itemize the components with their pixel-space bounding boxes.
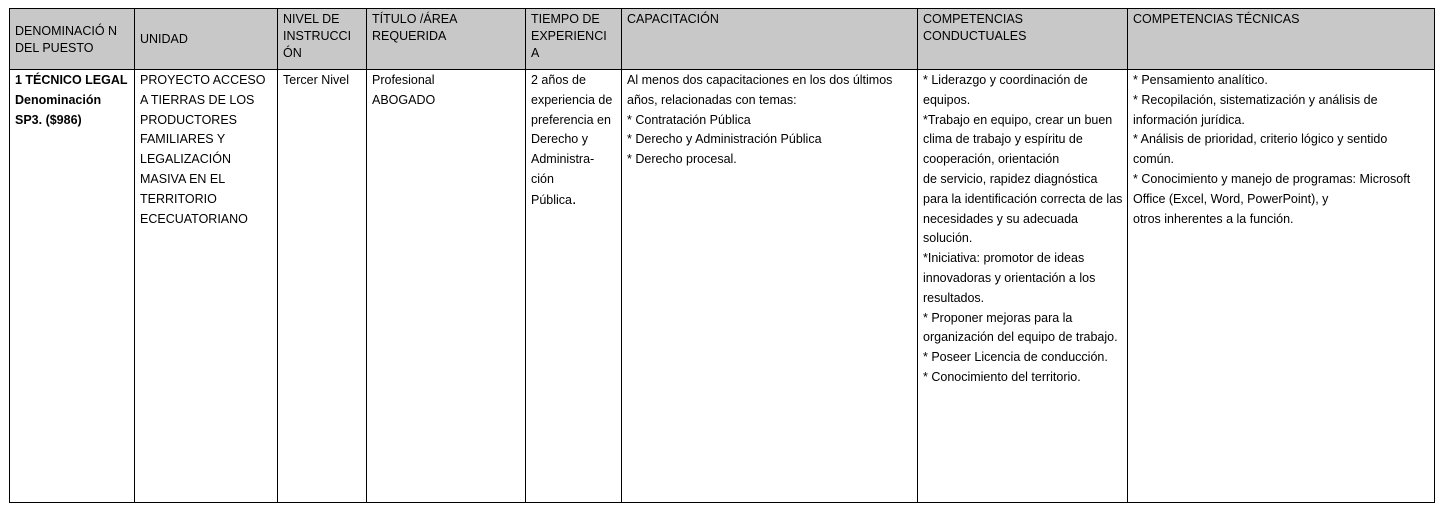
capacitacion-line: Al menos dos capacitaciones en los dos últimos años, relacionadas con temas:	[627, 73, 893, 107]
header-tecnicas: COMPETENCIAS TÉCNICAS	[1128, 9, 1435, 70]
table-row	[10, 70, 1435, 503]
header-row	[10, 9, 1435, 70]
cell-tiempo	[526, 70, 622, 503]
job-profile-table	[9, 8, 1435, 503]
conductuales-line: * Liderazgo y coordinación de equipos.	[923, 73, 1088, 107]
cell-tecnicas	[1128, 70, 1435, 503]
cell-capacitacion	[622, 70, 918, 503]
tecnicas-line: otros inherentes a la función.	[1133, 211, 1294, 226]
tecnicas-line: * Pensamiento analítico.	[1133, 73, 1268, 87]
conductuales-line: para la identificación correcta de las necesidades y su adecuada solución.	[923, 191, 1123, 246]
tecnicas-line: * Conocimiento y manejo de programas: Microsoft Office (Excel, Word, PowerPoint), y	[1133, 171, 1411, 206]
tecnicas-line: * Análisis de prioridad, criterio lógico y sentido común.	[1133, 132, 1388, 167]
tiempo-dot: .	[572, 190, 577, 208]
titulo-line: Profesional	[372, 73, 435, 87]
conductuales-line: *Iniciativa: promotor de ideas innovadoras y orientación a los resultados.	[923, 251, 1096, 305]
cell-nivel: Tercer Nivel	[278, 70, 367, 503]
header-nivel: NIVEL DE INSTRUCCI ÓN	[278, 9, 367, 70]
tiempo-last-line	[531, 190, 617, 211]
header-unidad: UNIDAD	[135, 9, 278, 70]
header-conductuales: COMPETENCIAS CONDUCTUALES	[918, 9, 1128, 70]
cell-denominacion: 1 TÉCNICO LEGAL Denominación SP3. ($986)	[10, 70, 135, 503]
tiempo-last: Pública	[531, 192, 572, 207]
header-tiempo: TIEMPO DE EXPERIENCI A	[526, 9, 622, 70]
conductuales-line: * Proponer mejoras para la organización del equipo de trabajo.	[923, 310, 1118, 345]
conductuales-line: * Poseer Licencia de conducción.	[923, 350, 1108, 365]
titulo-line: ABOGADO	[372, 92, 436, 107]
cell-conductuales	[918, 70, 1128, 503]
capacitacion-line: * Derecho y Administración Pública	[627, 132, 822, 147]
conductuales-line: *Trabajo en equipo, crear un buen clima de trabajo y espíritu de cooperación, orientación	[923, 112, 1113, 167]
conductuales-line: * Conocimiento del territorio.	[923, 369, 1081, 384]
capacitacion-line: * Contratación Pública	[627, 112, 751, 127]
cell-unidad: PROYECTO ACCESO A TIERRAS DE LOS PRODUCTORES FAMILIARES Y LEGALIZACIÓN MASIVA EN EL TERRITORIO ECECUATORIANO	[135, 70, 278, 503]
capacitacion-line: * Derecho procesal.	[627, 152, 737, 167]
tecnicas-line: * Recopilación, sistematización y análisis de información jurídica.	[1133, 92, 1378, 127]
header-capacitacion: CAPACITACIÓN	[622, 9, 918, 70]
conductuales-line: de servicio, rapidez diagnóstica	[923, 171, 1098, 186]
header-titulo: TÍTULO /ÁREA REQUERIDA	[367, 9, 526, 70]
cell-titulo	[367, 70, 526, 503]
tiempo-text: 2 años de experiencia de preferencia en Derecho y Administra-ción	[531, 73, 613, 186]
header-denominacion: DENOMINACIÓ N DEL PUESTO	[10, 9, 135, 70]
